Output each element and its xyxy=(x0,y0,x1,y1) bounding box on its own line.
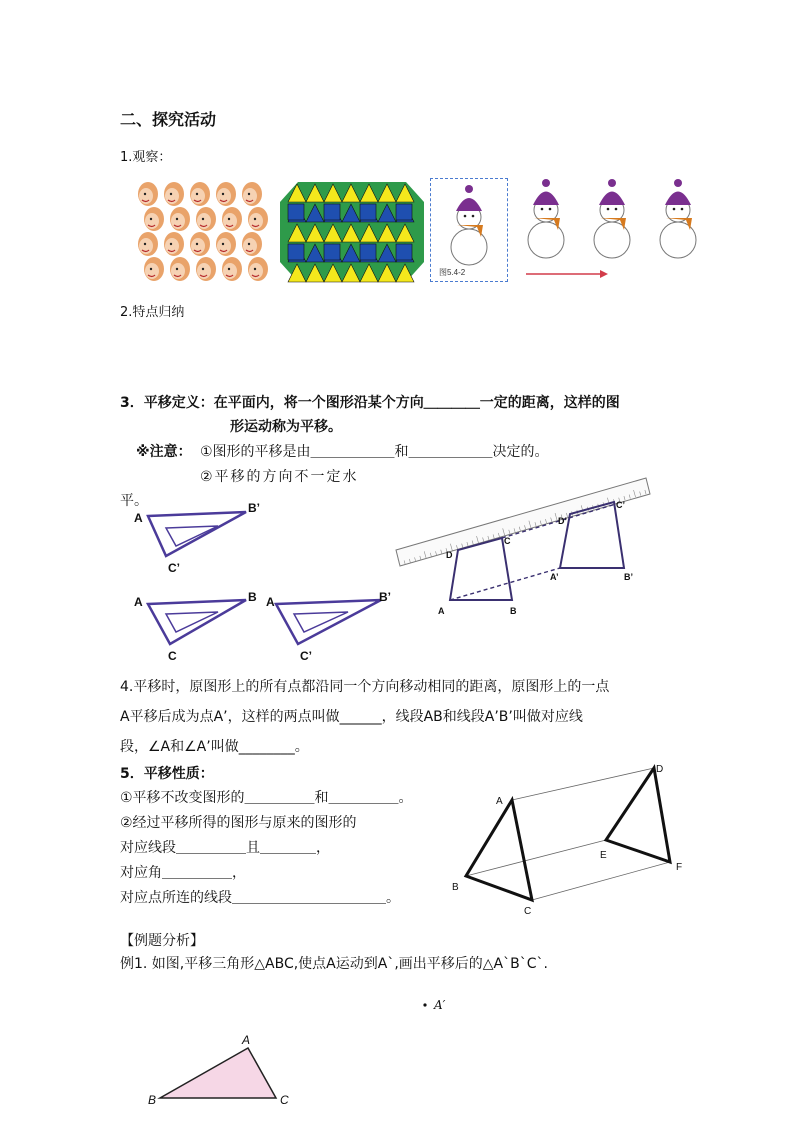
prism-label-c: C xyxy=(524,906,532,917)
ruler-label-d: D xyxy=(446,550,453,560)
point4-line3: 段，∠A和∠A’叫做________。 xyxy=(120,739,309,755)
point4-line2: A平移后成为点A’，这样的两点叫做______，线段AB和线段A’B’叫做对应线 xyxy=(120,709,583,725)
point-a-prime-label: A′ xyxy=(434,998,446,1012)
fig-example xyxy=(140,990,480,1115)
definition-line1: 3．平移定义：在平面内，将一个图形沿某个方向＿＿＿＿一定的距离，这样的图 xyxy=(120,395,620,411)
observe-label: 1.观察： xyxy=(120,150,172,165)
face xyxy=(222,207,242,231)
face xyxy=(170,207,190,231)
example-text: 例1. 如图,平移三角形△ABC,使点A运动到A`,画出平移后的△A`B`C`. xyxy=(120,956,548,972)
fig-ruler-translation xyxy=(392,472,654,622)
face xyxy=(248,207,268,231)
face xyxy=(190,182,210,206)
face xyxy=(190,232,210,256)
prism-label-d: D xyxy=(656,764,664,775)
t2-label-c: C xyxy=(168,649,177,663)
ruler-label-a2: A’ xyxy=(550,572,559,582)
example-label-a: A xyxy=(242,1033,251,1047)
point-a-prime xyxy=(423,1003,426,1006)
section-title: 二、探究活动 xyxy=(120,110,217,129)
prism-label-a: A xyxy=(496,796,503,807)
snowman xyxy=(660,179,696,258)
property-5: 对应点所连的线段＿＿＿＿＿＿＿＿＿＿＿。 xyxy=(120,890,400,906)
observe-image-faces xyxy=(136,180,272,284)
face xyxy=(170,257,190,281)
example-header: 【例题分析】 xyxy=(120,933,204,949)
t1-label-c: C’ xyxy=(168,561,180,575)
ruler-label-b: B xyxy=(510,606,517,616)
face xyxy=(216,182,236,206)
property-3: 对应线段＿＿＿＿＿且＿＿＿＿， xyxy=(120,840,330,856)
example-label-b: B xyxy=(148,1093,157,1107)
property-4: 对应角＿＿＿＿＿， xyxy=(120,865,246,881)
face xyxy=(138,182,158,206)
face xyxy=(144,207,164,231)
face xyxy=(138,232,158,256)
t2-label-a: A xyxy=(134,595,143,609)
properties-title: 5．平移性质： xyxy=(120,766,214,782)
fig-triangles xyxy=(126,494,416,669)
property-1: ①平移不改变图形的＿＿＿＿＿和＿＿＿＿＿。 xyxy=(120,790,413,806)
observe-image-tessellation xyxy=(280,180,424,284)
ruler-label-d2: D’ xyxy=(558,516,567,526)
face xyxy=(144,257,164,281)
t2-label-b: B xyxy=(248,590,257,604)
note-label: ※注意： xyxy=(136,444,192,460)
example-label-c: C xyxy=(280,1093,289,1107)
face xyxy=(248,257,268,281)
ruler xyxy=(396,478,650,566)
prism-label-e: E xyxy=(600,850,607,861)
t3-label-b: B’ xyxy=(379,590,391,604)
face xyxy=(242,182,262,206)
observe-image-snowman-boxed xyxy=(430,178,508,282)
face xyxy=(164,232,184,256)
t1-label-a: A xyxy=(134,511,143,525)
t1-label-b: B’ xyxy=(248,501,260,515)
face xyxy=(222,257,242,281)
snowman-figure xyxy=(451,185,487,265)
ruler-label-c: C xyxy=(504,536,511,546)
snowman xyxy=(528,179,564,258)
face xyxy=(164,182,184,206)
observe-image-snowmen-row xyxy=(508,178,698,282)
ruler-label-c2: C’ xyxy=(616,500,625,510)
face xyxy=(242,232,262,256)
face xyxy=(196,207,216,231)
prism-label-b: B xyxy=(452,882,459,893)
ruler-label-b2: B’ xyxy=(624,572,633,582)
face xyxy=(196,257,216,281)
t3-label-a: A xyxy=(266,595,275,609)
features-label: 2.特点归纳 xyxy=(120,305,185,320)
note-2: ②平移的方向不一定水 xyxy=(200,469,359,485)
snowman xyxy=(594,179,630,258)
point4-line1: 4.平移时，原图形上的所有点都沿同一个方向移动相同的距离，原图形上的一点 xyxy=(120,679,610,695)
t3-label-c: C’ xyxy=(300,649,312,663)
fig-prism xyxy=(448,758,698,923)
ruler-label-a: A xyxy=(438,606,445,616)
definition-line2: 形运动称为平移。 xyxy=(230,419,342,435)
prism-label-f: F xyxy=(676,862,683,873)
property-2: ②经过平移所得的图形与原来的图形的 xyxy=(120,815,357,831)
note-2-cont: 平。 xyxy=(120,493,148,509)
triangle-abc xyxy=(160,1048,276,1098)
note-1: ①图形的平移是由＿＿＿＿＿＿和＿＿＿＿＿＿决定的。 xyxy=(200,444,549,460)
face xyxy=(216,232,236,256)
arrow-head xyxy=(600,270,608,278)
snowman-caption: 图5.4-2 xyxy=(439,268,466,277)
